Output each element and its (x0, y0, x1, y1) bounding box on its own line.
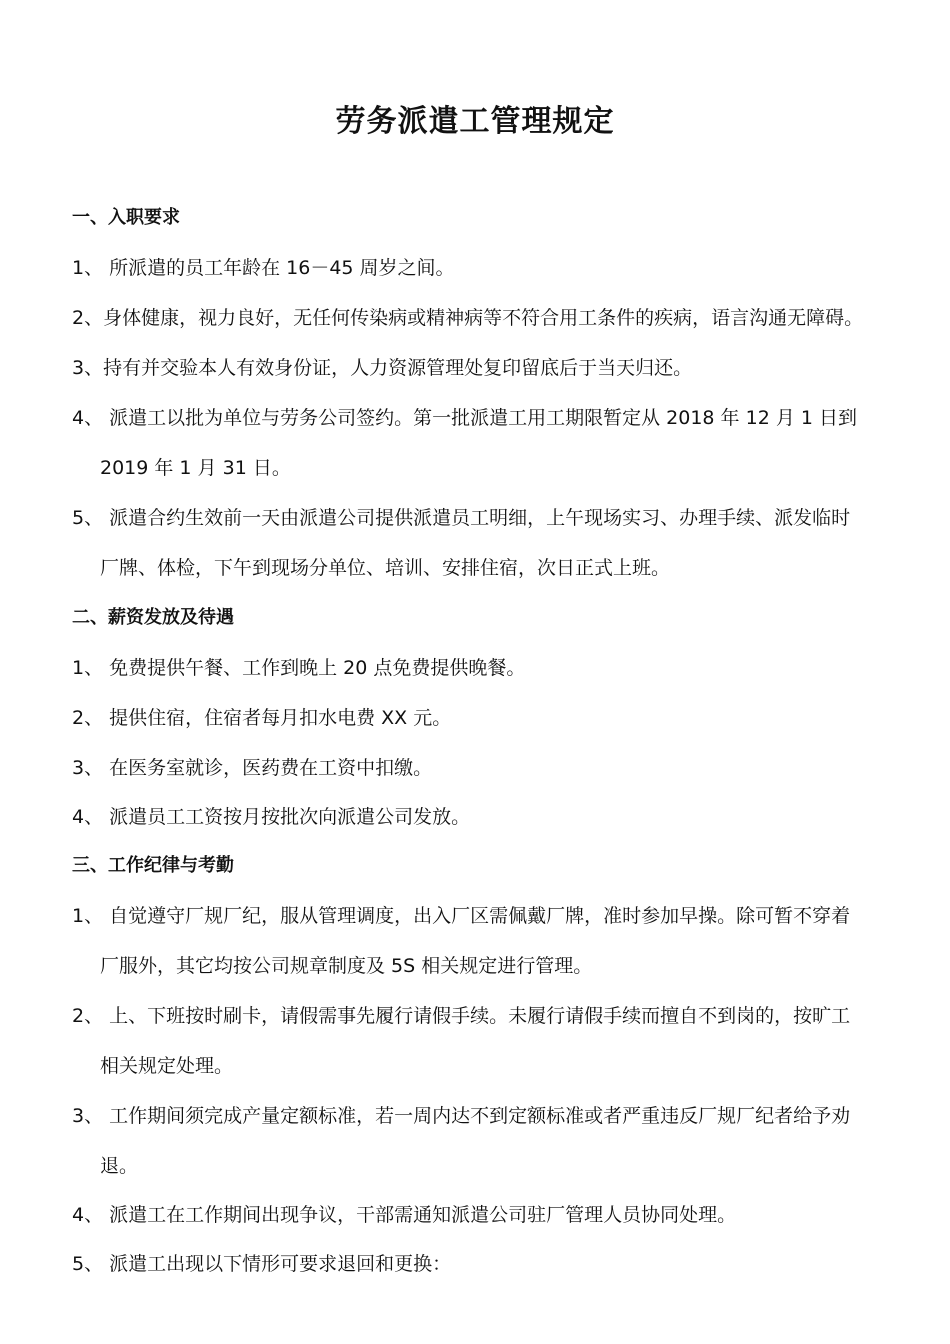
paragraph-line: 1、 免费提供午餐、工作到晚上 20 点免费提供晚餐。 (72, 657, 526, 679)
paragraph-line: 2、 上、下班按时刷卡，请假需事先履行请假手续。未履行请假手续而擅自不到岗的，按旷工 (72, 1005, 851, 1027)
paragraph-line: 3、持有并交验本人有效身份证，人力资源管理处复印留底后于当天归还。 (72, 357, 693, 379)
section-heading-1: 一、入职要求 (72, 207, 180, 228)
paragraph-line-continued: 退。 (100, 1155, 139, 1177)
paragraph-line: 4、 派遣员工工资按月按批次向派遣公司发放。 (72, 806, 471, 828)
paragraph-line: 3、 在医务室就诊，医药费在工资中扣缴。 (72, 757, 433, 779)
section-heading-3: 三、工作纪律与考勤 (72, 855, 234, 876)
paragraph-line-continued: 厂服外，其它均按公司规章制度及 5S 相关规定进行管理。 (100, 955, 593, 977)
paragraph-line: 1、 自觉遵守厂规厂纪，服从管理调度，出入厂区需佩戴厂牌，准时参加早操。除可暂不穿着 (72, 905, 851, 927)
paragraph-line-continued: 厂牌、体检，下午到现场分单位、培训、安排住宿，次日正式上班。 (100, 557, 671, 579)
paragraph-line: 5、 派遣工出现以下情形可要求退回和更换： (72, 1253, 452, 1275)
section-heading-2: 二、薪资发放及待遇 (72, 607, 234, 628)
paragraph-line: 4、 派遣工以批为单位与劳务公司签约。第一批派遣工用工期限暂定从 2018 年 12 月 1 日到 (72, 407, 857, 429)
document-title: 劳务派遣工管理规定 (335, 104, 615, 139)
paragraph-line: 2、身体健康，视力良好，无任何传染病或精神病等不符合用工条件的疾病，语言沟通无障碍。 (72, 307, 864, 329)
paragraph-line: 4、 派遣工在工作期间出现争议，干部需通知派遣公司驻厂管理人员协同处理。 (72, 1204, 737, 1226)
paragraph-line-continued: 2019 年 1 月 31 日。 (100, 457, 291, 479)
paragraph-line: 1、 所派遣的员工年龄在 16－45 周岁之间。 (72, 257, 455, 279)
paragraph-line: 2、 提供住宿，住宿者每月扣水电费 XX 元。 (72, 707, 452, 729)
paragraph-line-continued: 相关规定处理。 (100, 1055, 234, 1077)
paragraph-line: 3、 工作期间须完成产量定额标准，若一周内达不到定额标准或者严重违反厂规厂纪者给予劝 (72, 1105, 851, 1127)
paragraph-line: 5、 派遣合约生效前一天由派遣公司提供派遣员工明细，上午现场实习、办理手续、派发临时 (72, 507, 851, 529)
